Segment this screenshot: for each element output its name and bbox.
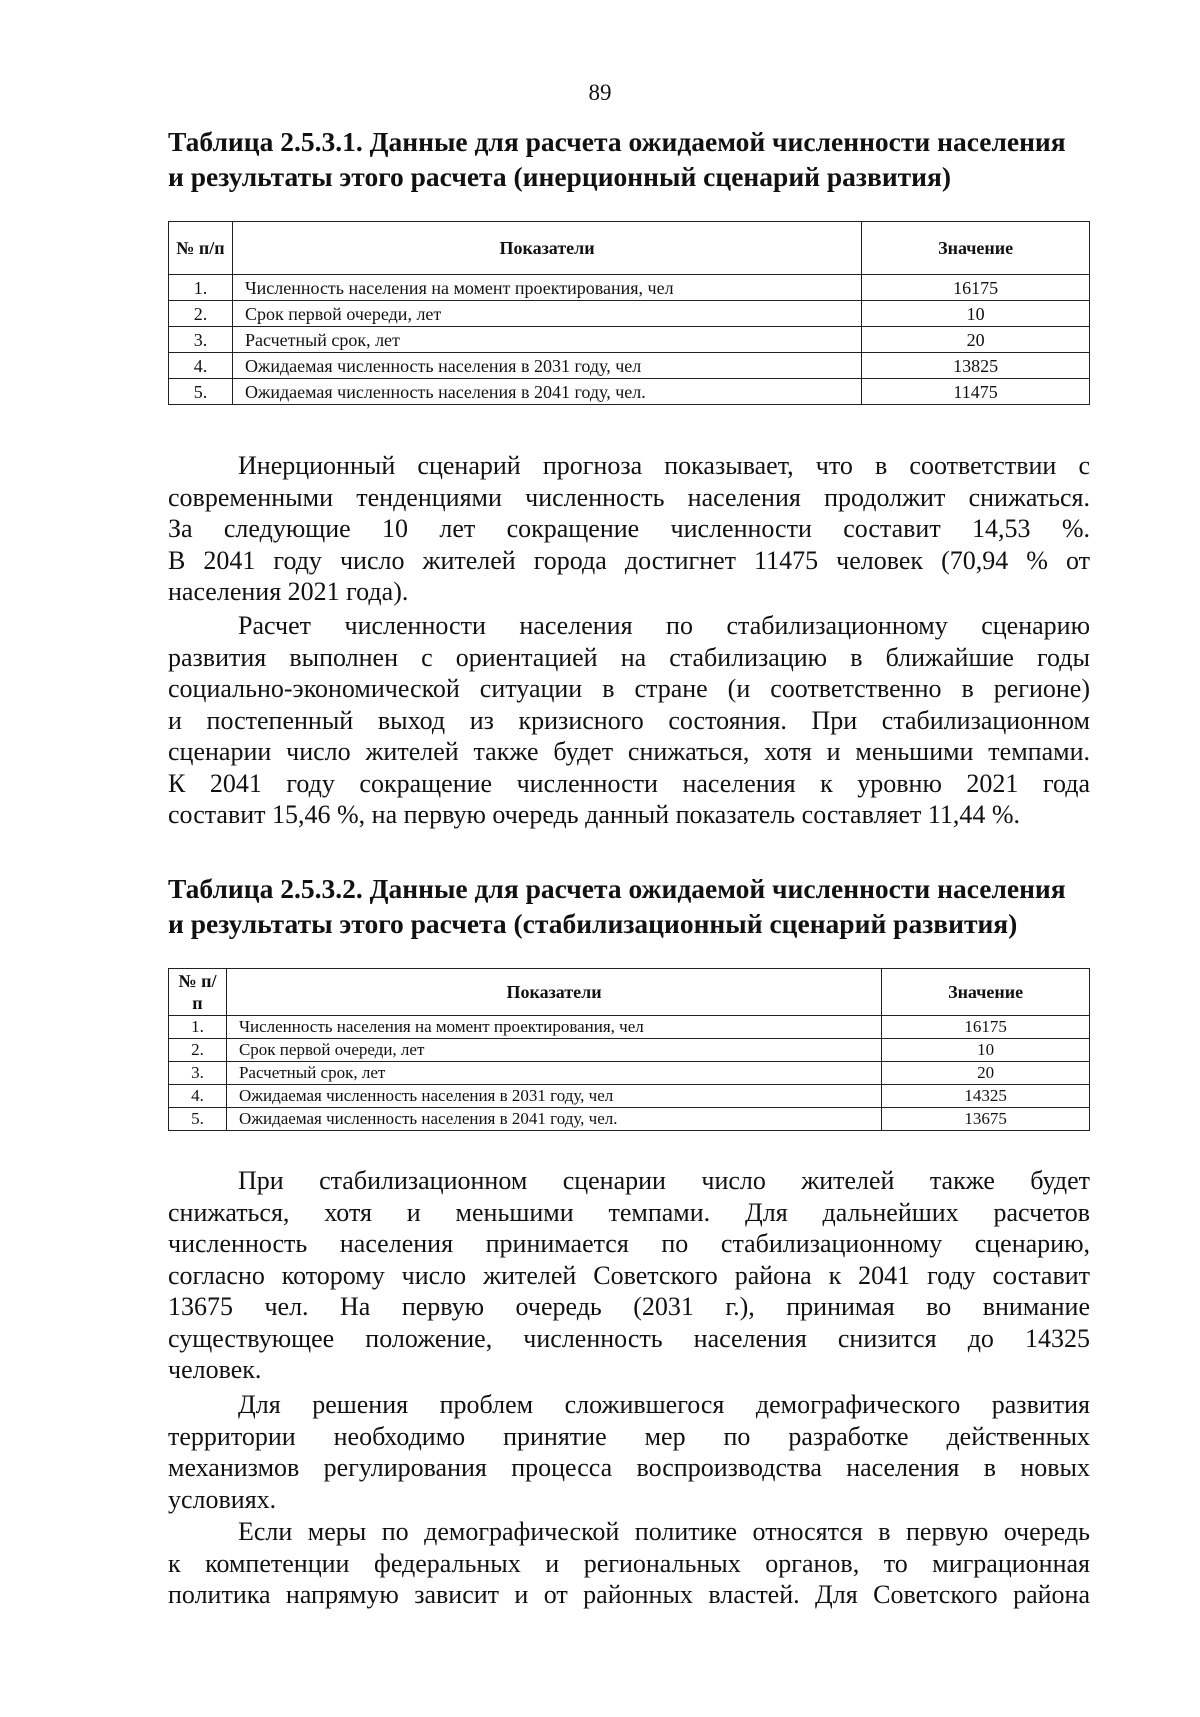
table1-cell-num: 5. bbox=[169, 379, 233, 405]
paragraph-migration-policy bbox=[168, 1516, 1090, 1611]
paragraph-line: механизмов регулирования процесса воспроизводства населения в новых bbox=[168, 1453, 1090, 1482]
table2-header-indicator: Показатели bbox=[226, 969, 881, 1016]
paragraph-line: Если меры по демографической политике относятся в первую очередь bbox=[238, 1517, 1090, 1546]
table2-cell-value: 16175 bbox=[882, 1016, 1090, 1039]
table2-cell-indicator: Численность населения на момент проектирования, чел bbox=[226, 1016, 881, 1039]
table1-header-num: № п/п bbox=[169, 222, 233, 275]
paragraph-line: сценарии число жителей также будет снижаться, хотя и меньшими темпами. bbox=[168, 737, 1090, 766]
table1-title bbox=[168, 124, 1088, 194]
table1-cell-indicator: Срок первой очереди, лет bbox=[232, 301, 861, 327]
table2-cell-num: 4. bbox=[169, 1085, 227, 1108]
paragraph-line: Инерционный сценарий прогноза показывает, что в соответствии с bbox=[238, 451, 1090, 480]
paragraph-line: политика напрямую зависит и от районных властей. Для Советского района bbox=[168, 1580, 1090, 1609]
table1-header-value: Значение bbox=[862, 222, 1090, 275]
table1-cell-num: 2. bbox=[169, 301, 233, 327]
table2-title-line: Таблица 2.5.3.2. Данные для расчета ожидаемой численности населения bbox=[168, 873, 1066, 904]
paragraph-line: к компетенции федеральных и региональных органов, то миграционная bbox=[168, 1548, 1090, 1578]
paragraph-line: Расчет численности населения по стабилизационному сценарию bbox=[238, 611, 1090, 640]
paragraph-line: развития выполнен с ориентацией на стабилизацию в ближайшие годы bbox=[168, 642, 1090, 672]
table1-title-line: Таблица 2.5.3.1. Данные для расчета ожидаемой численности населения bbox=[168, 126, 1066, 157]
table2-cell-value: 10 bbox=[882, 1039, 1090, 1062]
paragraph-line: При стабилизационном сценарии число жителей также будет bbox=[238, 1166, 1090, 1195]
table1-cell-value: 11475 bbox=[862, 379, 1090, 405]
table2-header-value: Значение bbox=[882, 969, 1090, 1016]
table-row bbox=[169, 1062, 1090, 1085]
paragraph-demographic-measures bbox=[168, 1389, 1090, 1515]
table2-cell-value: 20 bbox=[882, 1062, 1090, 1085]
paragraph-line: человек. bbox=[168, 1355, 262, 1384]
page-number: 89 bbox=[588, 80, 612, 105]
paragraph-line: согласно которому число жителей Советского района к 2041 году составит bbox=[168, 1260, 1090, 1290]
paragraph-line: Для решения проблем сложившегося демографического развития bbox=[238, 1390, 1090, 1419]
table1 bbox=[168, 221, 1090, 405]
table-row bbox=[169, 275, 1090, 301]
table2 bbox=[168, 968, 1090, 1131]
table2-title-line: и результаты этого расчета (стабилизационный сценарий развития) bbox=[168, 908, 1018, 939]
paragraph-line: 13675 чел. На первую очередь (2031 г.), принимая во внимание bbox=[168, 1292, 1090, 1321]
paragraph-line: существующее положение, численность населения снизится до 14325 bbox=[168, 1323, 1090, 1353]
paragraph-line: За следующие 10 лет сокращение численности составит 14,53 %. bbox=[168, 514, 1090, 543]
table1-header-indicator: Показатели bbox=[232, 222, 861, 275]
paragraph-line: и постепенный выход из кризисного состояния. При стабилизационном bbox=[168, 705, 1090, 735]
paragraph-line: территории необходимо принятие мер по разработке действенных bbox=[168, 1421, 1090, 1451]
table-row bbox=[169, 327, 1090, 353]
table1-cell-indicator: Ожидаемая численность населения в 2031 году, чел bbox=[232, 353, 861, 379]
table2-header-row bbox=[169, 969, 1090, 1016]
table2-cell-num: 3. bbox=[169, 1062, 227, 1085]
paragraph-inertial-scenario bbox=[168, 450, 1090, 608]
table1-title-line: и результаты этого расчета (инерционный сценарий развития) bbox=[168, 161, 952, 192]
table1-cell-indicator: Расчетный срок, лет bbox=[232, 327, 861, 353]
table1-cell-value: 13825 bbox=[862, 353, 1090, 379]
table1-cell-indicator: Численность населения на момент проектирования, чел bbox=[232, 275, 861, 301]
paragraph-line: В 2041 году число жителей города достигнет 11475 человек (70,94 % от bbox=[168, 545, 1090, 575]
table-row bbox=[169, 353, 1090, 379]
paragraph-line: снижаться, хотя и меньшими темпами. Для дальнейших расчетов bbox=[168, 1197, 1090, 1227]
table1-cell-value: 16175 bbox=[862, 275, 1090, 301]
table-row bbox=[169, 1016, 1090, 1039]
table2-cell-indicator: Расчетный срок, лет bbox=[226, 1062, 881, 1085]
table1-cell-indicator: Ожидаемая численность населения в 2041 году, чел. bbox=[232, 379, 861, 405]
paragraph-stabilization-calc bbox=[168, 610, 1090, 831]
paragraph-line: К 2041 году сокращение численности населения к уровню 2021 года bbox=[168, 768, 1090, 798]
table2-cell-indicator: Ожидаемая численность населения в 2031 году, чел bbox=[226, 1085, 881, 1108]
paragraph-line: условиях. bbox=[168, 1484, 277, 1514]
paragraph-line: социально-экономической ситуации в стране (и соответственно в регионе) bbox=[168, 674, 1090, 703]
paragraph-stabilization-result bbox=[168, 1165, 1090, 1386]
table2-cell-indicator: Срок первой очереди, лет bbox=[226, 1039, 881, 1062]
table1-cell-value: 10 bbox=[862, 301, 1090, 327]
paragraph-line: современными тенденциями численность населения продолжит снижаться. bbox=[168, 482, 1090, 512]
table-row bbox=[169, 379, 1090, 405]
table1-cell-num: 4. bbox=[169, 353, 233, 379]
table-row bbox=[169, 301, 1090, 327]
table2-cell-value: 14325 bbox=[882, 1085, 1090, 1108]
paragraph-line: населения 2021 года). bbox=[168, 577, 409, 606]
table-row bbox=[169, 1085, 1090, 1108]
table2-header-num: № п/п bbox=[169, 969, 227, 1016]
table-row bbox=[169, 1108, 1090, 1131]
table2-title bbox=[168, 871, 1088, 941]
table2-cell-num: 5. bbox=[169, 1108, 227, 1131]
paragraph-line: составит 15,46 %, на первую очередь данный показатель составляет 11,44 %. bbox=[168, 800, 1021, 829]
table2-cell-indicator: Ожидаемая численность населения в 2041 году, чел. bbox=[226, 1108, 881, 1131]
table2-cell-num: 1. bbox=[169, 1016, 227, 1039]
table1-cell-value: 20 bbox=[862, 327, 1090, 353]
paragraph-line: численность населения принимается по стабилизационному сценарию, bbox=[168, 1229, 1090, 1258]
table1-header-row bbox=[169, 222, 1090, 275]
table2-cell-value: 13675 bbox=[882, 1108, 1090, 1131]
table1-cell-num: 1. bbox=[169, 275, 233, 301]
table1-cell-num: 3. bbox=[169, 327, 233, 353]
table2-cell-num: 2. bbox=[169, 1039, 227, 1062]
table-row bbox=[169, 1039, 1090, 1062]
